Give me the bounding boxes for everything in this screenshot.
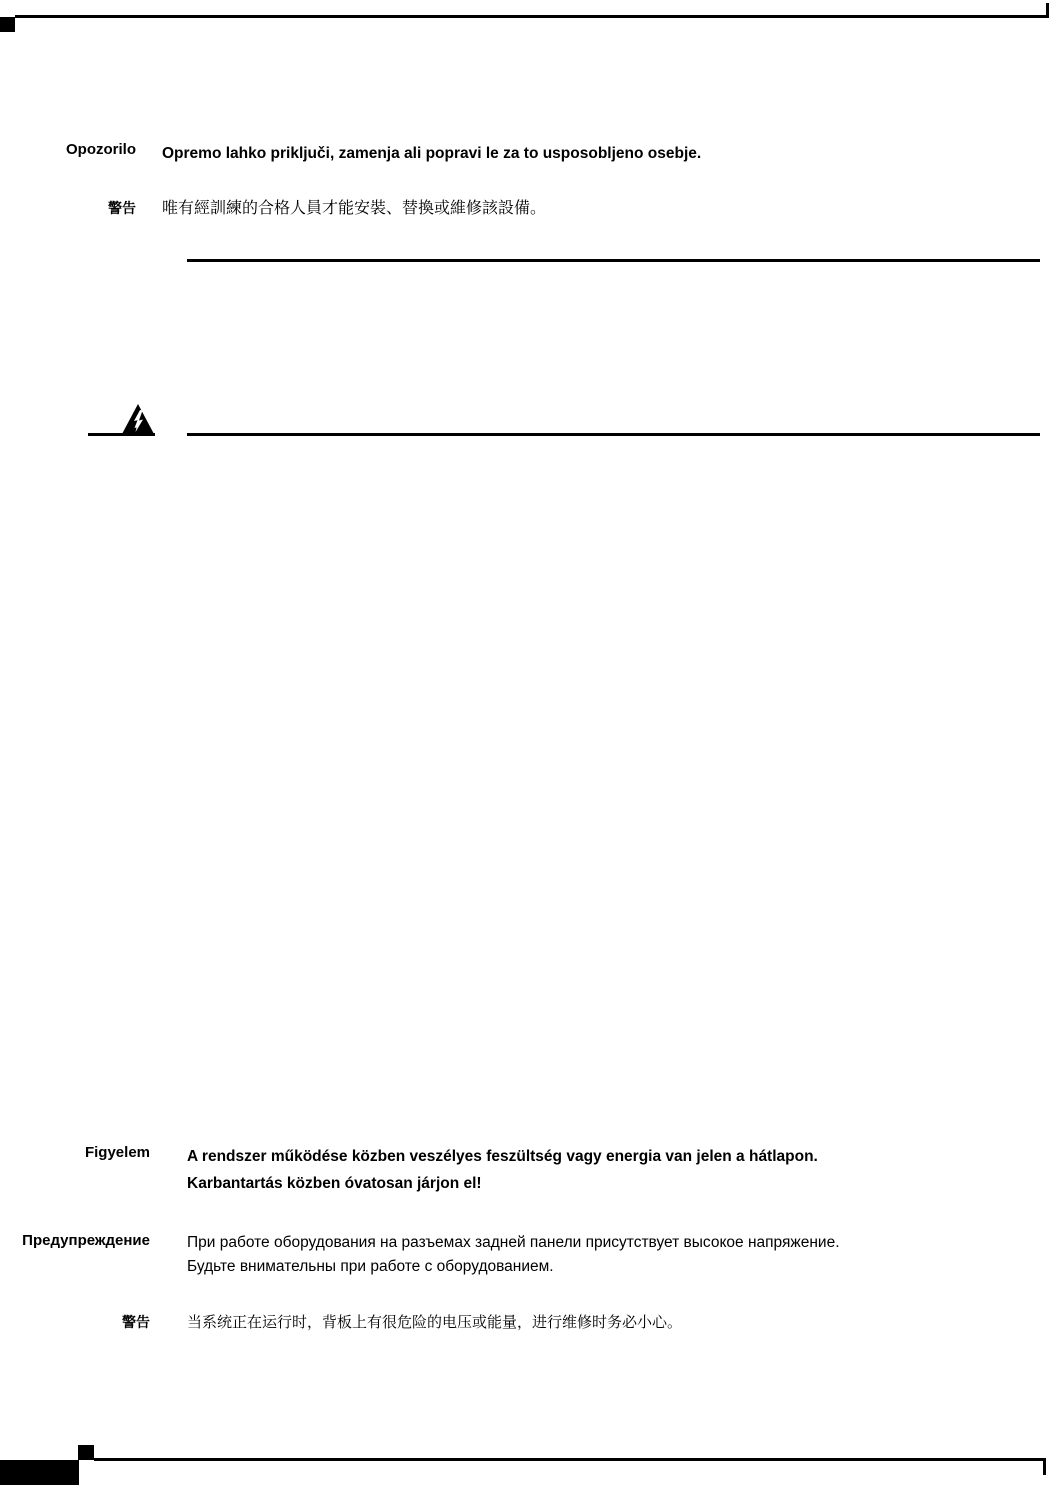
top-right-corner-mark: [1046, 3, 1049, 18]
bottom-right-corner-mark: [1043, 1458, 1046, 1475]
section-rule-top: [187, 259, 1040, 262]
warning-text-russian-line2: Будьте внимательны при работе с оборудованием.: [187, 1258, 554, 1275]
warning-label-figyelem: Figyelem: [84, 1144, 150, 1161]
warning-triangle-icon: [122, 404, 154, 434]
bottom-left-small-square: [78, 1445, 94, 1460]
warning-text-chinese-traditional: 唯有經訓練的合格人員才能安裝、替換或維修該設備。: [162, 200, 547, 217]
warning-label-opozorilo: Opozorilo: [66, 141, 136, 158]
warning-text-russian-line1: При работе оборудования на разъемах задней панели присутствует высокое напряжение.: [187, 1234, 840, 1251]
bottom-left-footer-block: [0, 1460, 79, 1485]
warning-text-hungarian-line2: Karbantartás közben óvatosan járjon el!: [187, 1175, 482, 1192]
top-left-corner-square: [0, 17, 15, 32]
warning-label-jinggao-simplified: 警告: [122, 1314, 150, 1330]
warning-text-hungarian-line1: A rendszer működése közben veszélyes feszültség vagy energia van jelen a hátlapon.: [187, 1148, 818, 1165]
warning-label-jinggao-traditional: 警告: [108, 200, 136, 216]
top-border-line: [15, 15, 1049, 18]
warning-text-russian: [187, 1231, 840, 1279]
warning-rule-right-segment: [187, 433, 1040, 436]
warning-text-slovenian: Opremo lahko priključi, zamenja ali popravi le za to usposobljeno osebje.: [162, 145, 702, 162]
bottom-border-line: [94, 1458, 1046, 1461]
warning-text-chinese-simplified: 当系统正在运行时，背板上有很危险的电压或能量，进行维修时务必小心。: [187, 1314, 683, 1331]
warning-text-hungarian: [187, 1143, 818, 1197]
warning-label-preduprezhdenie: Предупреждение: [22, 1232, 150, 1249]
